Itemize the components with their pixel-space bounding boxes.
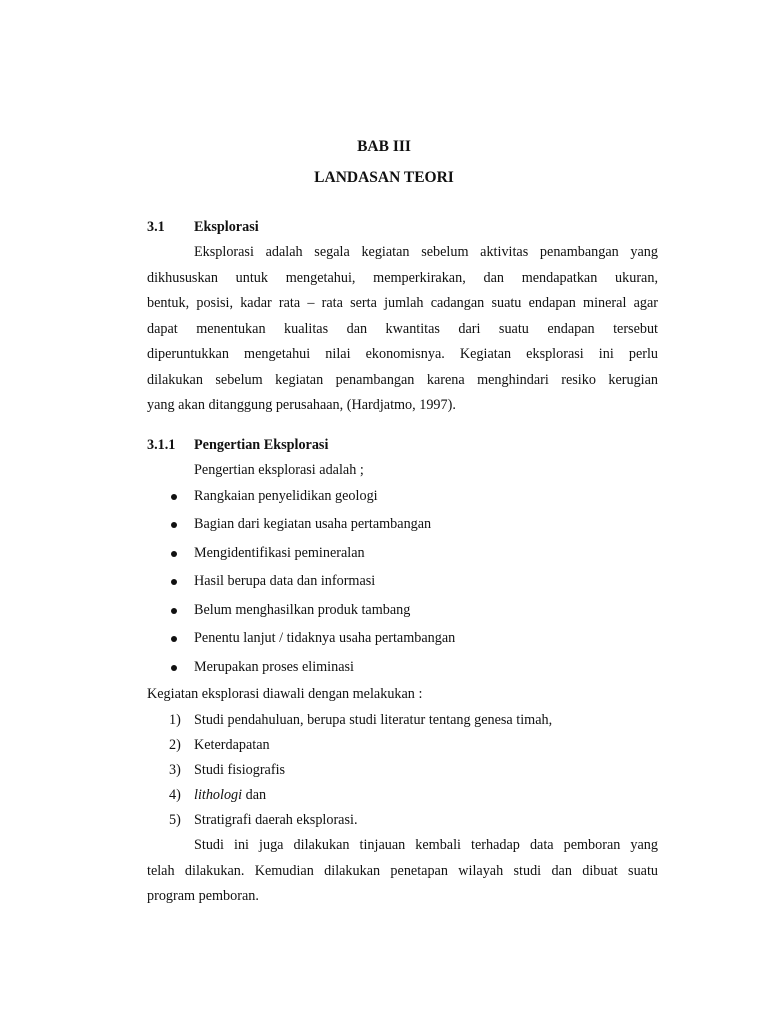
list-item-text: Studi fisiografis xyxy=(194,762,286,778)
subsection-intro: Pengertian eksplorasi adalah ; xyxy=(194,462,364,478)
paragraph-line: bentuk, posisi, kadar rata – rata serta jumlah cadangan suatu endapan mineral agar xyxy=(147,295,658,311)
bullet-icon xyxy=(171,579,177,585)
paragraph-line: Eksplorasi adalah segala kegiatan sebelum aktivitas penambangan yang xyxy=(194,244,658,260)
list-item-text: Belum menghasilkan produk tambang xyxy=(194,602,411,618)
list-item-text: Merupakan proses eliminasi xyxy=(194,659,354,675)
list-number: 2) xyxy=(169,737,181,753)
steps-intro: Kegiatan eksplorasi diawali dengan melakukan : xyxy=(147,686,423,702)
list-item-text: Penentu lanjut / tidaknya usaha pertambangan xyxy=(194,630,456,646)
bullet-icon xyxy=(171,636,177,642)
paragraph-line: Studi ini juga dilakukan tinjauan kembali terhadap data pemboran yang xyxy=(194,837,658,853)
paragraph-line: dikhususkan untuk mengetahui, memperkirakan, dan mendapatkan ukuran, xyxy=(147,270,658,286)
italic-term: lithologi xyxy=(194,787,243,803)
list-number: 3) xyxy=(169,762,181,778)
list-item-text: Rangkaian penyelidikan geologi xyxy=(194,488,378,504)
subsection-heading: Pengertian Eksplorasi xyxy=(194,437,329,453)
bullet-icon xyxy=(171,494,177,500)
chapter-number: BAB III xyxy=(357,138,411,155)
list-item-text: Bagian dari kegiatan usaha pertambangan xyxy=(194,516,432,532)
list-number: 1) xyxy=(169,712,181,728)
list-number: 5) xyxy=(169,812,181,828)
bullet-icon xyxy=(171,608,177,614)
list-item-text xyxy=(194,787,266,804)
paragraph-line: yang akan ditanggung perusahaan, (Hardjatmo, 1997). xyxy=(147,397,456,413)
paragraph-line: program pemboran. xyxy=(147,888,259,904)
section-number: 3.1 xyxy=(147,219,165,235)
list-item-text: Keterdapatan xyxy=(194,737,270,753)
paragraph-line: telah dilakukan. Kemudian dilakukan penetapan wilayah studi dan dibuat suatu xyxy=(147,863,658,879)
chapter-title: LANDASAN TEORI xyxy=(314,169,454,186)
list-item-text: Mengidentifikasi pemineralan xyxy=(194,545,365,561)
list-item-suffix: dan xyxy=(242,787,267,803)
list-item-text: Hasil berupa data dan informasi xyxy=(194,573,376,589)
list-item-text: Studi pendahuluan, berupa studi literatur tentang genesa timah, xyxy=(194,712,553,728)
paragraph-line: diperuntukkan mengetahui nilai ekonomisnya. Kegiatan eksplorasi ini perlu xyxy=(147,346,658,362)
list-number: 4) xyxy=(169,787,181,803)
paragraph-line: dapat menentukan kualitas dan kwantitas dari suatu endapan tersebut xyxy=(147,321,658,337)
list-item-text: Stratigrafi daerah eksplorasi. xyxy=(194,812,358,828)
bullet-icon xyxy=(171,522,177,528)
subsection-number: 3.1.1 xyxy=(147,437,176,453)
bullet-icon xyxy=(171,551,177,557)
bullet-icon xyxy=(171,665,177,671)
section-heading: Eksplorasi xyxy=(194,219,259,235)
paragraph-line: dilakukan sebelum kegiatan penambangan karena menghindari resiko kerugian xyxy=(147,372,658,388)
